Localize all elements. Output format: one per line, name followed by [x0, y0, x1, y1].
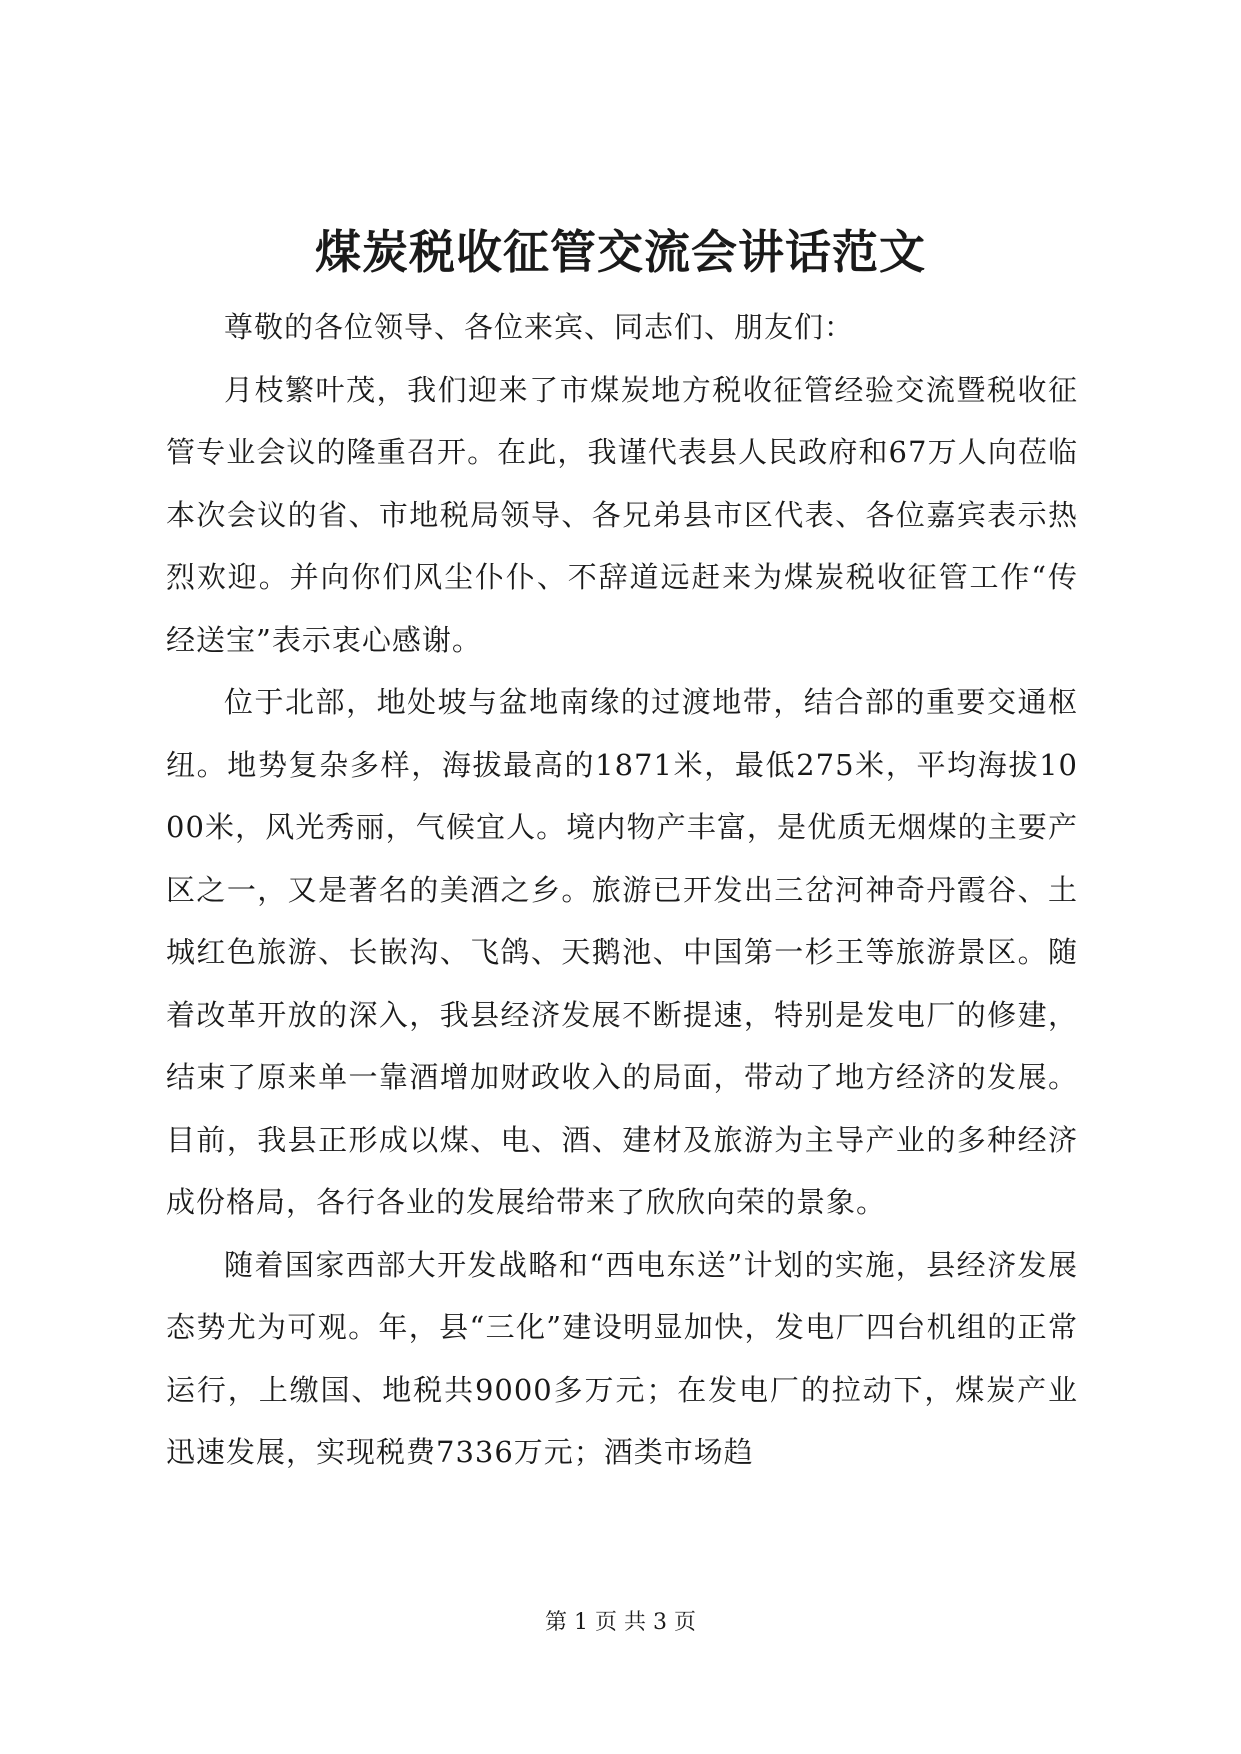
paragraph-economic-development: 随着国家西部大开发战略和“西电东送”计划的实施，县经济发展态势尤为可观。年，县“三化”建设明显加快，发电厂四台机组的正常运行，上缴国、地税共9000多万元；在发电厂的拉动下，煤炭产业迅速发展，实现税费7336万元；酒类市场趋 [166, 1247, 1078, 1469]
page-number-footer: 第 1 页 共 3 页 [545, 1610, 696, 1635]
document-body [166, 296, 1078, 1484]
paragraph-salutation: 尊敬的各位领导、各位来宾、同志们、朋友们： [224, 310, 855, 344]
paragraph-county-overview: 位于北部，地处坡与盆地南缘的过渡地带，结合部的重要交通枢纽。地势复杂多样，海拔最高的1871米，最低275米，平均海拔1000米，风光秀丽，气候宜人。境内物产丰富，是优质无烟煤的主要产区之一，又是著名的美酒之乡。旅游已开发出三岔河神奇丹霞谷、土城红色旅游、长嵌沟、飞鸽、天鹅池、中国第一杉王等旅游景区。随着改革开放的深入，我县经济发展不断提速，特别是发电厂的修建，结束了原来单一靠酒增加财政收入的局面，带动了地方经济的发展。目前，我县正形成以煤、电、酒、建材及旅游为主导产业的多种经济成份格局，各行各业的发展给带来了欣欣向荣的景象。 [166, 685, 1078, 1219]
document-title: 煤炭税收征管交流会讲话范文 [315, 225, 926, 279]
paragraph-welcome: 月枝繁叶茂，我们迎来了市煤炭地方税收征管经验交流暨税收征管专业会议的隆重召开。在此，我谨代表县人民政府和67万人向莅临本次会议的省、市地税局领导、各兄弟县市区代表、各位嘉宾表示热烈欢迎。并向你们风尘仆仆、不辞道远赶来为煤炭税收征管工作“传经送宝”表示衷心感谢。 [166, 372, 1078, 657]
